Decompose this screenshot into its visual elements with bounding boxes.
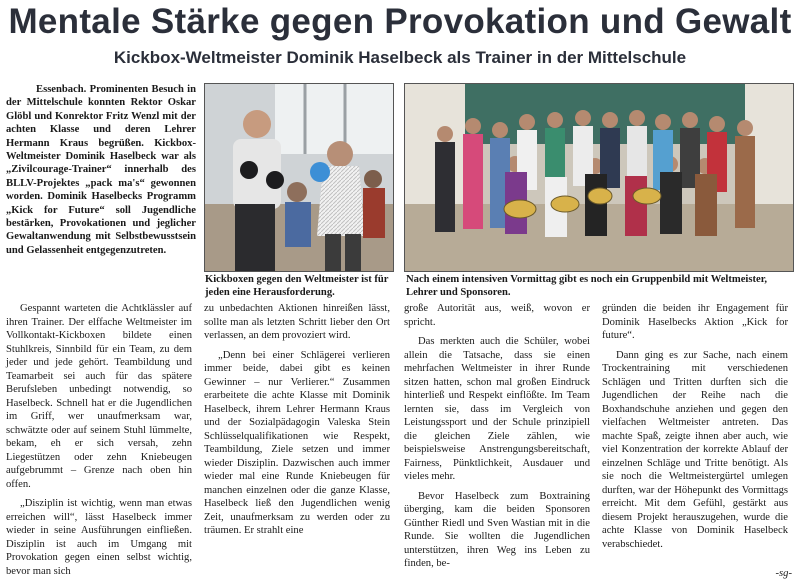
paragraph: zu unbedachten Aktionen hinreißen lässt, sollte man als letzten Schritt lieber den Ort verlassen, an dem provoziert wird. — [204, 303, 390, 341]
headline: Mentale Stärke gegen Provokation und Gewalt — [8, 2, 792, 41]
paragraph: „Denn bei einer Schlägerei verlieren immer beide, dabei gibt es keinen Gewinner – nur Verlierer.“ Zusammen erarbeitete die achte Klasse mit Dominik Haselbeck, ihrem Lehrer Hermann Kraus und der Sozialpädagogin Valeska Stein Schlüsselqualifikationen wie Respekt, Teambildung, Ziele setzen und immer wieder Disziplin. Dazwischen auch immer wieder mal eine Runde Kniebeugen für manchen einzelnen oder die ganze Klasse, Haselbeck ließ den Jugendlichen wenig Zeit, unaufmerksam zu werden oder zu träumen. Er strahlt eine — [204, 349, 390, 536]
lead-text: Prominenten Besuch in der Mittelschule konnten Rektor Oskar Glöbl und Konrektor Fritz Wenzl mit der achten Klasse und deren Lehrer Hermann Kraus begrüßen. Kickbox-Weltmeister Dominik Haselbeck war als „Zivilcourage-Trainer“ innerhalb des BLLV-Projektes „pack ma's“ gewonnen worden. Dominik Haselbecks Programm „Kick for Future“ soll Jugendliche bestärken, Provokationen und jeglicher Gewaltanwendung mit Selbstbewusstsein und Gelassenheit entgegenzutreten. — [6, 84, 196, 256]
paragraph: Das merkten auch die Schüler, wobei allein die Tatsache, dass sie einen mehrfachen Weltmeister in ihrer Runde sitzen hatten, schon mal großen Eindruck hinterließ und Respekt einflößte. Im Team lernten sie, dass im Vergleich von Leistungssport und der Schule prinzipiell die gleichen Ziele zählen, wie beispielsweise Anstrengungsbereitschaft, Fairness, Pünktlichkeit, Ausdauer und vieles mehr. — [404, 336, 590, 482]
kickboxing-photo — [204, 83, 394, 272]
photo-caption-left: Kickboxen gegen den Weltmeister ist für jeden eine Herausforderung. — [205, 274, 389, 299]
dateline: Essenbach. — [36, 84, 87, 95]
article-column-3 — [404, 302, 590, 577]
group-photo — [404, 83, 794, 272]
photo-caption-right: Nach einem intensiven Vormittag gibt es noch ein Gruppenbild mit Weltmeister, Lehrer und Sponsoren. — [406, 274, 768, 299]
paragraph: Dann ging es zur Sache, nach einem Trockentraining mit verschiedenen Schlägen und Tritten durften sich die Jugendlichen der Reihe nach die Boxhandschuhe anziehen und gegen den vielfachen Weltmeister antreten. Das machte Spaß, zeigte ihnen aber auch, wie viel Konzentration der korrekte Ablauf der einzelnen Schläge und Tritte benötigt. Als sie noch die Weltmeistergürtel umlegen durften, war der Höhepunkt des Vormittags erreicht. Mit dem Gefühl, gestärkt aus diesem Projekt herauszugehen, wurde die achte Klasse von Dominik Haselbeck verabschiedet. — [602, 349, 788, 550]
article-column-2 — [204, 302, 390, 544]
article-column-1 — [6, 302, 192, 584]
lead-paragraph — [6, 83, 196, 257]
paragraph: „Disziplin ist wichtig, wenn man etwas erreichen will“, lässt Haselbeck immer wieder in seine Ausführungen einfließen. Disziplin ist auch im Umgang mit Provokation gegen einen selbst wichtig, bevor man sich — [6, 498, 192, 577]
paragraph: Bevor Haselbeck zum Boxtraining überging, kam die beiden Sponsoren Günther Riedl und Sven Wastian mit in die Runde. Sie wollten die Jugendlichen unterstützen, ihren Weg ins Leben zu finden, be- — [404, 490, 590, 569]
paragraph: große Autorität aus, weiß, wovon er spricht. — [404, 303, 590, 328]
article-column-4 — [602, 302, 788, 557]
paragraph: Gespannt warteten die Achtklässler auf ihren Trainer. Der elffache Weltmeister im Vollkontakt-Kickboxen bildete einen Stuhlkreis, Sinnbild für ein Team, zu dem jeder und jede gehört. Teambildung und Teamarbeit sei auch für das spätere Berufsleben unbedingt notwendig, so Haselbeck. Schnell hat er die Jugendlichen im Griff, wer unaufmerksam war, schwätzte oder auf seinem Stuhl lümmelte, bekam, eh er sich versah, zehn Liegestützen oder zehn Kniebeugen aufgebrummt – Grenze nach oben hin offen. — [6, 303, 192, 490]
subheadline: Kickbox-Weltmeister Dominik Haselbeck als Trainer in der Mittelschule — [113, 48, 687, 67]
paragraph: gründen die beiden ihr Engagement für Dominik Haselbecks Aktion „Kick for future“. — [602, 303, 788, 341]
author-signature: -sg- — [775, 568, 792, 579]
